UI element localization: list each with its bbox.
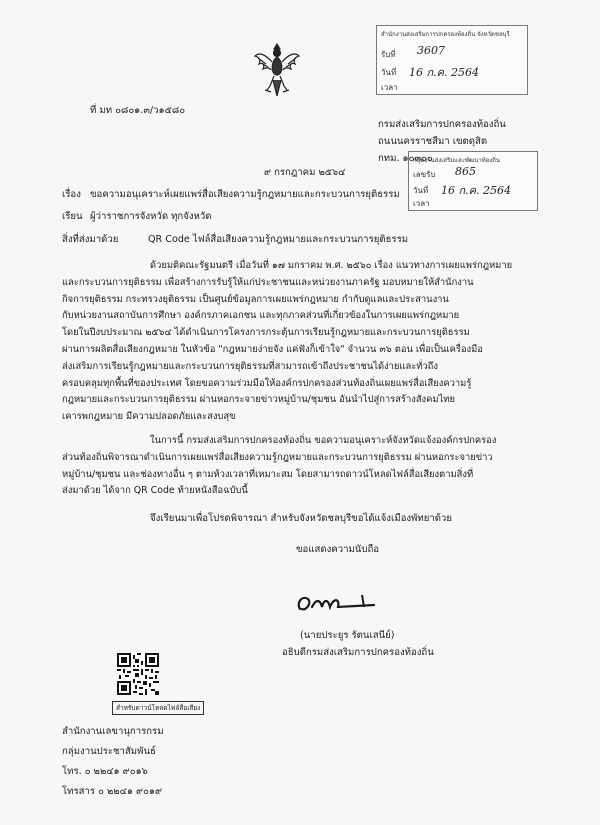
para1-line: ด้วยมติคณะรัฐมนตรี เมื่อวันที่ ๑๗ มกราคม พ.ศ. ๒๕๖๐ เรื่อง แนวทางการเผยแพร่กฎหมาย <box>150 260 513 271</box>
stamp2-recv-no: 865 <box>455 165 476 178</box>
stamp-recv-label: รับที่ <box>381 50 396 59</box>
para2-line: หมู่บ้าน/ชุมชน และช่องทางอื่น ๆ ตามห้วงเวลาที่เหมาะสม โดยสามารถดาวน์โหลดไฟล์สื่อเสียงตามสิ่งที่ <box>62 468 474 480</box>
stamp-date-label: วันที่ <box>381 68 397 77</box>
garuda-emblem <box>253 40 301 100</box>
org-city: กทม. ๑๐๓๐๐ <box>378 153 433 164</box>
doc-date: ๙ กรกฎาคม ๒๕๖๔ <box>264 167 346 178</box>
footer-group: กลุ่มงานประชาสัมพันธ์ <box>62 746 156 757</box>
stamp-date: 16 ก.ค. 2564 <box>409 66 479 79</box>
stamp2-date: 16 ก.ค. 2564 <box>441 184 511 197</box>
stamp2-date-label: วันที่ <box>413 186 429 195</box>
doc-number: ที่ มท ๐๘๐๑.๓/ว๑๕๘๐ <box>90 105 186 116</box>
para1-line: กับหน่วยงานสถาบันการศึกษา องค์กรภาคเอกชน และทุกภาคส่วนที่เกี่ยวข้องในการเผยแพร่กฎหมาย <box>62 310 460 322</box>
para1-line: และกระบวนการยุติธรรม เพื่อสร้างการรับรู้ให้แก่ประชาชนและหน่วยงานภาครัฐ มอบหมายให้สำนักงาน <box>62 276 474 288</box>
org-road: ถนนนครราชสีมา เขตดุสิต <box>378 136 488 147</box>
para1-line: โดยในปีงบประมาณ ๒๕๖๔ ได้ดำเนินการโครงการกระตุ้นการเรียนรู้กฎหมายและกระบวนการยุติธรรม <box>62 327 470 339</box>
para1-line: เคารพกฎหมาย มีความปลอดภัยและสงบสุข <box>62 411 236 423</box>
qr-code[interactable] <box>117 653 159 695</box>
stamp2-time-label: เวลา <box>413 199 430 208</box>
closing-line: จึงเรียนมาเพื่อโปรดพิจารณา สำหรับจังหวัดชลบุรีขอได้แจ้งเมืองพัทยาด้วย <box>150 513 452 524</box>
paragraph-2 <box>62 433 562 500</box>
signer-name: (นายประยูร รัตนเสนีย์) <box>300 630 395 641</box>
stamp-recv-no: 3607 <box>417 44 445 57</box>
to-text: ผู้ว่าราชการจังหวัด ทุกจังหวัด <box>90 211 212 222</box>
paragraph-1 <box>62 258 562 426</box>
signature <box>292 585 384 625</box>
para1-line: กิจการยุติธรรม กระทรวงยุติธรรม เป็นศูนย์ข้อมูลการเผยแพร่กฎหมาย กำกับดูแลและประสานงาน <box>62 293 449 305</box>
stamp2-org: กลุ่มงานส่งเสริมและพัฒนาท้องถิ่น <box>413 157 500 164</box>
para1-line: ครอบคลุมทุกพื้นที่ของประเทศ โดยขอความร่วมมือให้องค์กรปกครองส่วนท้องถิ่นเผยแพร่สื่อเสียงความรู้ <box>62 377 472 389</box>
subject-text: ขอความอนุเคราะห์เผยแพร่สื่อเสียงความรู้กฎหมายและกระบวนการยุติธรรม <box>90 189 400 200</box>
qr-caption: สำหรับดาวน์โหลดไฟล์สื่อเสียง <box>112 701 204 715</box>
enclosure-text: QR Code ไฟล์สื่อเสียงความรู้กฎหมายและกระบวนการยุติธรรม <box>148 234 409 245</box>
para2-line: ส่งมาด้วย ได้จาก QR Code ท้ายหนังสือฉบับนี้ <box>62 485 248 497</box>
footer-office: สำนักงานเลขานุการกรม <box>62 726 164 737</box>
receipt-stamp <box>376 25 528 95</box>
regards: ขอแสดงความนับถือ <box>296 544 380 555</box>
footer-fax: โทรสาร ๐ ๒๒๔๑ ๙๐๑๙ <box>62 786 163 797</box>
footer-tel: โทร. ๐ ๒๒๔๑ ๙๐๑๖ <box>62 766 148 777</box>
stamp-org: สำนักงานส่งเสริมการปกครองท้องถิ่น จังหวัดชลบุรี <box>381 31 510 38</box>
para2-line: ในการนี้ กรมส่งเสริมการปกครองท้องถิ่น ขอความอนุเคราะห์จังหวัดแจ้งองค์กรปกครอง <box>150 435 497 446</box>
para1-line: ผ่านการผลิตสื่อเสียงกฎหมาย ในหัวข้อ "กฎหมายง่ายจัง แค่ฟังก็เข้าใจ" จำนวน ๓๖ ตอน เพื่อเป็นเครื่องมือ <box>62 343 483 355</box>
para1-line: กฎหมายและกระบวนการยุติธรรม ผ่านหอกระจายข่าวหมู่บ้าน/ชุมชน อันนำไปสู่การสร้างสังคมไทย <box>62 394 455 406</box>
stamp2-recv-label: เลขรับ <box>413 170 436 179</box>
enclosure-label: สิ่งที่ส่งมาด้วย <box>62 234 119 245</box>
to-label: เรียน <box>62 211 83 222</box>
signer-title: อธิบดีกรมส่งเสริมการปกครองท้องถิ่น <box>282 647 434 658</box>
org-name: กรมส่งเสริมการปกครองท้องถิ่น <box>378 119 506 130</box>
stamp-time-label: เวลา <box>381 83 398 92</box>
subject-label: เรื่อง <box>62 189 81 200</box>
para1-line: ส่งเสริมการเรียนรู้กฎหมายและกระบวนการยุติธรรมที่สามารถเข้าถึงประชาชนได้ง่ายและทั่วถึง <box>62 360 438 372</box>
para2-line: ส่วนท้องถิ่นพิจารณาดำเนินการเผยแพร่สื่อเสียงความรู้กฎหมายและกระบวนการยุติธรรม ผ่านหอกระจายข่าว <box>62 451 493 463</box>
